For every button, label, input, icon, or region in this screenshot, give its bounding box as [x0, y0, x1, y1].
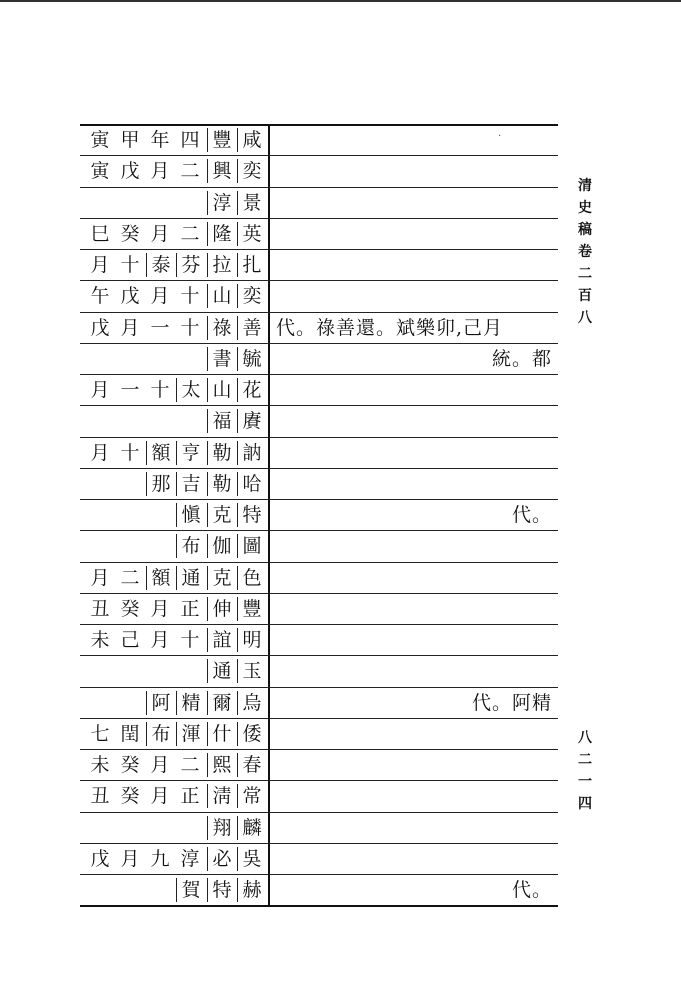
cell-char: 隆	[207, 222, 236, 246]
table-row	[80, 249, 558, 280]
row-left-cells	[80, 249, 266, 280]
cell-char: 克	[207, 503, 236, 527]
cell-char: 戊	[90, 316, 110, 339]
cell-char: 二	[180, 222, 200, 245]
cell-char: 常	[237, 784, 266, 808]
cell-char: 月	[150, 754, 170, 776]
cell-char: 玉	[237, 659, 266, 683]
cell-char: 月	[90, 441, 110, 464]
cell-char: 咸	[237, 128, 266, 152]
table-row	[80, 812, 558, 843]
row-note: 代。祿善還。斌樂卯,己月	[276, 316, 504, 339]
row-left-cells	[80, 593, 266, 624]
table-row	[80, 124, 558, 155]
table-row	[80, 437, 558, 468]
cell-char: 癸	[120, 785, 140, 808]
cell-char: 奕	[237, 159, 266, 183]
cell-char: 那	[146, 472, 175, 496]
cell-char: 倭	[237, 722, 266, 746]
row-left-cells	[80, 312, 266, 343]
cell-char: 月	[150, 222, 170, 245]
cell-char: 必	[207, 847, 236, 871]
row-left-cells	[80, 280, 266, 311]
cell-char: 丑	[90, 597, 110, 620]
top-border-line	[0, 0, 681, 2]
table-row	[80, 874, 558, 905]
table-row	[80, 718, 558, 749]
cell-char: 吳	[237, 847, 266, 871]
table-row	[80, 624, 558, 655]
table-row	[80, 593, 558, 624]
ink-speck: ·	[498, 131, 502, 142]
cell-char: 二	[180, 160, 200, 183]
cell-char: 十	[120, 441, 140, 464]
table-row	[80, 312, 558, 343]
cell-char: 哈	[237, 472, 266, 496]
cell-char: 十	[150, 379, 170, 401]
cell-char: 月	[150, 629, 170, 651]
cell-char: 月	[90, 566, 110, 589]
cell-char: 戊	[120, 285, 140, 308]
cell-char: 巳	[90, 222, 110, 245]
cell-char: 癸	[120, 597, 140, 620]
cell-char: 七	[90, 722, 110, 745]
cell-char: 月	[120, 316, 140, 339]
cell-char: 十	[180, 629, 200, 651]
row-left-cells	[80, 843, 266, 874]
row-left-cells	[80, 155, 266, 186]
appointments-table	[80, 124, 558, 906]
cell-char: 赫	[237, 878, 266, 902]
table-row	[80, 687, 558, 718]
cell-char: 賀	[176, 878, 205, 902]
cell-char: 一	[150, 316, 170, 339]
cell-char: 色	[237, 566, 266, 590]
table-row	[80, 655, 558, 686]
row-left-cells	[80, 718, 266, 749]
cell-char: 吉	[176, 472, 205, 496]
cell-char: 豐	[207, 128, 236, 152]
cell-char: 山	[207, 378, 236, 402]
cell-char: 豐	[237, 597, 266, 621]
cell-char: 景	[237, 191, 266, 215]
cell-char: 圖	[237, 534, 266, 558]
cell-char: 太	[176, 378, 205, 402]
cell-char: 福	[207, 409, 236, 433]
cell-char: 明	[237, 628, 266, 652]
cell-char: 善	[237, 316, 266, 340]
cell-char: 正	[180, 597, 200, 620]
row-left-cells	[80, 780, 266, 811]
cell-char: 什	[207, 722, 236, 746]
cell-char: 十	[180, 316, 200, 339]
cell-char: 特	[207, 878, 236, 902]
cell-char: 寅	[90, 160, 110, 183]
table-row	[80, 343, 558, 374]
row-left-cells	[80, 437, 266, 468]
row-left-cells	[80, 499, 266, 530]
cell-char: 淳	[180, 847, 200, 870]
cell-char: 癸	[120, 222, 140, 245]
cell-char: 九	[150, 847, 170, 870]
cell-char: 伸	[207, 597, 236, 621]
cell-char: 興	[207, 159, 236, 183]
cell-char: 甲	[120, 129, 140, 151]
side-title: 清 史 稿 卷 二 百 八	[578, 178, 592, 326]
cell-char: 通	[176, 566, 205, 590]
cell-char: 二	[180, 754, 200, 776]
table-row	[80, 499, 558, 530]
row-left-cells	[80, 655, 266, 686]
cell-char: 寅	[90, 129, 110, 151]
cell-char: 訥	[237, 441, 266, 465]
table-row	[80, 843, 558, 874]
cell-char: 額	[146, 566, 175, 590]
row-left-cells	[80, 624, 266, 655]
row-left-cells	[80, 374, 266, 405]
cell-char: 愼	[176, 503, 205, 527]
cell-char: 戊	[90, 847, 110, 870]
cell-char: 書	[207, 347, 236, 371]
table-row	[80, 374, 558, 405]
row-left-cells	[80, 812, 266, 843]
cell-char: 月	[150, 597, 170, 620]
cell-char: 額	[146, 441, 175, 465]
cell-char: 未	[90, 629, 110, 651]
row-left-cells	[80, 218, 266, 249]
cell-char: 伽	[207, 534, 236, 558]
cell-char: 烏	[237, 691, 266, 715]
cell-char: 山	[207, 284, 236, 308]
cell-char: 勒	[207, 472, 236, 496]
row-left-cells	[80, 530, 266, 561]
cell-char: 勒	[207, 441, 236, 465]
cell-char: 月	[150, 160, 170, 183]
table-bottom-border	[80, 905, 558, 907]
row-left-cells	[80, 687, 266, 718]
table-row	[80, 530, 558, 561]
cell-char: 十	[120, 254, 140, 276]
cell-char: 年	[150, 129, 170, 151]
table-row	[80, 749, 558, 780]
cell-char: 正	[180, 785, 200, 808]
row-left-cells	[80, 405, 266, 436]
cell-char: 精	[176, 691, 205, 715]
cell-char: 渾	[176, 722, 205, 746]
cell-char: 布	[176, 534, 205, 558]
cell-char: 亨	[176, 441, 205, 465]
cell-char: 一	[120, 379, 140, 401]
page-number: 八 二 一 四	[578, 730, 592, 812]
cell-char: 四	[180, 129, 200, 151]
table-row	[80, 405, 558, 436]
cell-char: 丑	[90, 785, 110, 808]
cell-char: 月	[90, 379, 110, 401]
cell-char: 閏	[120, 722, 140, 745]
cell-char: 淸	[207, 784, 236, 808]
table-row	[80, 155, 558, 186]
cell-char: 毓	[237, 347, 266, 371]
cell-char: 祿	[207, 316, 236, 340]
cell-char: 十	[180, 285, 200, 308]
cell-char: 泰	[146, 253, 175, 277]
table-row	[80, 280, 558, 311]
cell-char: 月	[120, 847, 140, 870]
cell-char: 午	[90, 285, 110, 308]
cell-char: 爾	[207, 691, 236, 715]
cell-char: 誼	[207, 628, 236, 652]
cell-char: 賡	[237, 409, 266, 433]
cell-char: 阿	[146, 691, 175, 715]
cell-char: 淳	[207, 191, 236, 215]
row-left-cells	[80, 187, 266, 218]
row-note: 代。	[511, 504, 552, 526]
cell-char: 克	[207, 566, 236, 590]
cell-char: 己	[120, 629, 140, 651]
cell-char: 拉	[207, 253, 236, 277]
row-left-cells	[80, 874, 266, 905]
row-left-cells	[80, 124, 266, 155]
cell-char: 未	[90, 754, 110, 776]
row-left-cells	[80, 468, 266, 499]
row-note: 統。都	[491, 347, 552, 370]
table-row	[80, 218, 558, 249]
cell-char: 月	[150, 285, 170, 308]
cell-char: 月	[90, 254, 110, 276]
cell-char: 戊	[120, 160, 140, 183]
table-row	[80, 780, 558, 811]
cell-char: 月	[150, 785, 170, 808]
cell-char: 布	[146, 722, 175, 746]
cell-char: 花	[237, 378, 266, 402]
cell-char: 二	[120, 566, 140, 589]
table-row	[80, 468, 558, 499]
cell-char: 通	[207, 659, 236, 683]
cell-char: 翔	[207, 816, 236, 840]
cell-char: 熙	[207, 753, 236, 777]
row-left-cells	[80, 343, 266, 374]
cell-char: 特	[237, 503, 266, 527]
cell-char: 英	[237, 222, 266, 246]
cell-char: 扎	[237, 253, 266, 277]
cell-char: 麟	[237, 816, 266, 840]
table-row	[80, 562, 558, 593]
cell-char: 芬	[176, 253, 205, 277]
row-note: 代。	[511, 879, 552, 901]
cell-char: 春	[237, 753, 266, 777]
row-note: 代。阿精	[471, 691, 552, 714]
row-left-cells	[80, 562, 266, 593]
cell-char: 奕	[237, 284, 266, 308]
cell-char: 癸	[120, 754, 140, 776]
table-row	[80, 187, 558, 218]
row-left-cells	[80, 749, 266, 780]
